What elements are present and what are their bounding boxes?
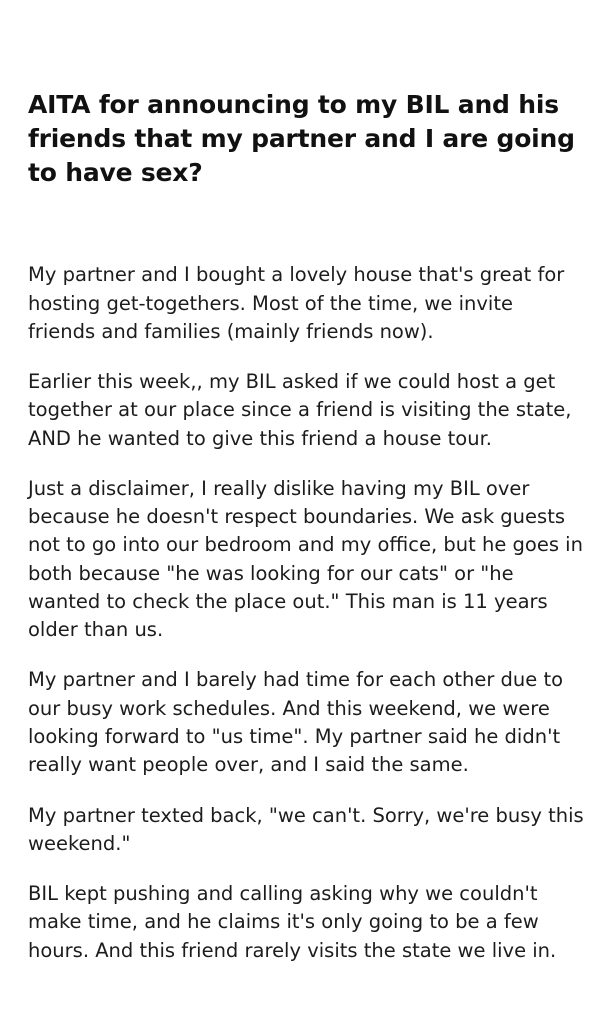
post-paragraph: Just a disclaimer, I really dislike having my BIL over because he doesn't respect boundaries. We ask guests not to go into our bedroom and my office, but he goes in both because "he was looking for our cats" or "he wanted to check the place out." This man is 11 years older than us. <box>28 476 583 642</box>
post-title: AITA for announcing to my BIL and his friends that my partner and I are going to have sex? <box>28 90 575 187</box>
post-paragraph: Earlier this week,, my BIL asked if we could host a get together at our place since a friend is visiting the state, AND he wanted to give this friend a house tour. <box>28 370 572 450</box>
post-paragraph: My partner and I bought a lovely house that's great for hosting get-togethers. Most of the time, we invite friends and families (mainly friends now). <box>28 263 565 343</box>
title-body-divider <box>28 189 586 261</box>
top-spacer <box>28 0 586 88</box>
post-paragraph: My partner and I barely had time for each other due to our busy work schedules. And this weekend, we were looking forward to "us time". My partner said he didn't really want people over, and I said the same. <box>28 668 564 777</box>
post-paragraph: BIL kept pushing and calling asking why we couldn't make time, and he claims it's only going to be a few hours. And this friend rarely visits the state we live in. <box>28 882 557 962</box>
post-body <box>28 261 586 965</box>
post-paragraph: My partner texted back, "we can't. Sorry, we're busy this weekend." <box>28 803 584 855</box>
